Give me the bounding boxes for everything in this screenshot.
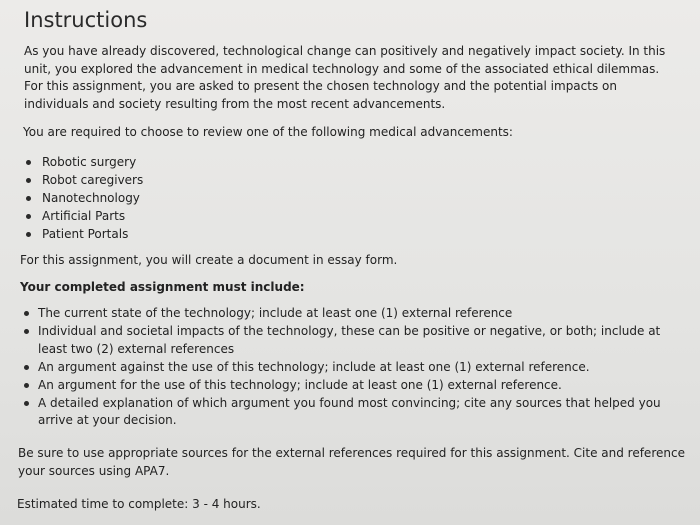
bullet-icon bbox=[26, 178, 31, 183]
requirement-text: The current state of the technology; include at least one (1) external reference bbox=[38, 306, 513, 320]
bullet-icon bbox=[26, 160, 31, 165]
bullet-icon bbox=[24, 329, 29, 334]
advancements-list bbox=[26, 153, 143, 243]
requirements-heading: Your completed assignment must include: bbox=[20, 280, 305, 294]
requirement-text: An argument against the use of this technology; include at least one (1) external reference. bbox=[38, 359, 590, 374]
requirements-list bbox=[22, 305, 682, 430]
list-item-label: Patient Portals bbox=[42, 227, 129, 241]
choose-prompt: You are required to choose to review one of the following medical advancements: bbox=[23, 125, 513, 139]
bullet-icon bbox=[26, 232, 31, 237]
list-item bbox=[26, 225, 143, 243]
list-item-label: Artificial Parts bbox=[42, 209, 126, 223]
bullet-icon bbox=[26, 214, 31, 219]
bullet-icon bbox=[24, 311, 29, 316]
bullet-icon bbox=[26, 196, 31, 201]
requirement-item bbox=[22, 359, 682, 377]
bullet-icon bbox=[24, 365, 29, 370]
essay-form-note: For this assignment, you will create a document in essay form. bbox=[20, 253, 398, 267]
list-item-label: Robotic surgery bbox=[42, 155, 137, 169]
requirement-item bbox=[22, 377, 682, 395]
requirement-item bbox=[22, 395, 682, 430]
list-item bbox=[26, 153, 143, 171]
list-item bbox=[26, 189, 143, 207]
bullet-icon bbox=[24, 401, 29, 406]
intro-paragraph: As you have already discovered, technological change can positively and negatively impact society. In this unit, you explored the advancement in medical technology and some of the associated ethical dilemmas. For this assignment, you are asked to present the chosen technology and the potential impacts on individuals and society resulting from the most recent advancements. bbox=[24, 44, 666, 111]
page-title: Instructions bbox=[24, 8, 148, 32]
list-item bbox=[26, 207, 143, 225]
sources-note: Be sure to use appropriate sources for the external references required for this assignment. Cite and reference your sources using APA7. bbox=[18, 446, 685, 478]
bullet-icon bbox=[24, 383, 29, 388]
requirement-text: Individual and societal impacts of the technology, these can be positive or negative, or both; include at least two (2) external references bbox=[38, 324, 661, 356]
requirement-text: A detailed explanation of which argument you found most convincing; cite any sources that helped you arrive at your decision. bbox=[38, 395, 661, 427]
list-item-label: Nanotechnology bbox=[42, 191, 140, 205]
estimated-time: Estimated time to complete: 3 - 4 hours. bbox=[17, 497, 261, 511]
list-item-label: Robot caregivers bbox=[42, 173, 144, 187]
list-item bbox=[26, 171, 143, 189]
requirement-item bbox=[22, 323, 682, 358]
requirement-text: An argument for the use of this technology; include at least one (1) external reference. bbox=[38, 377, 562, 392]
requirement-item bbox=[22, 305, 682, 323]
